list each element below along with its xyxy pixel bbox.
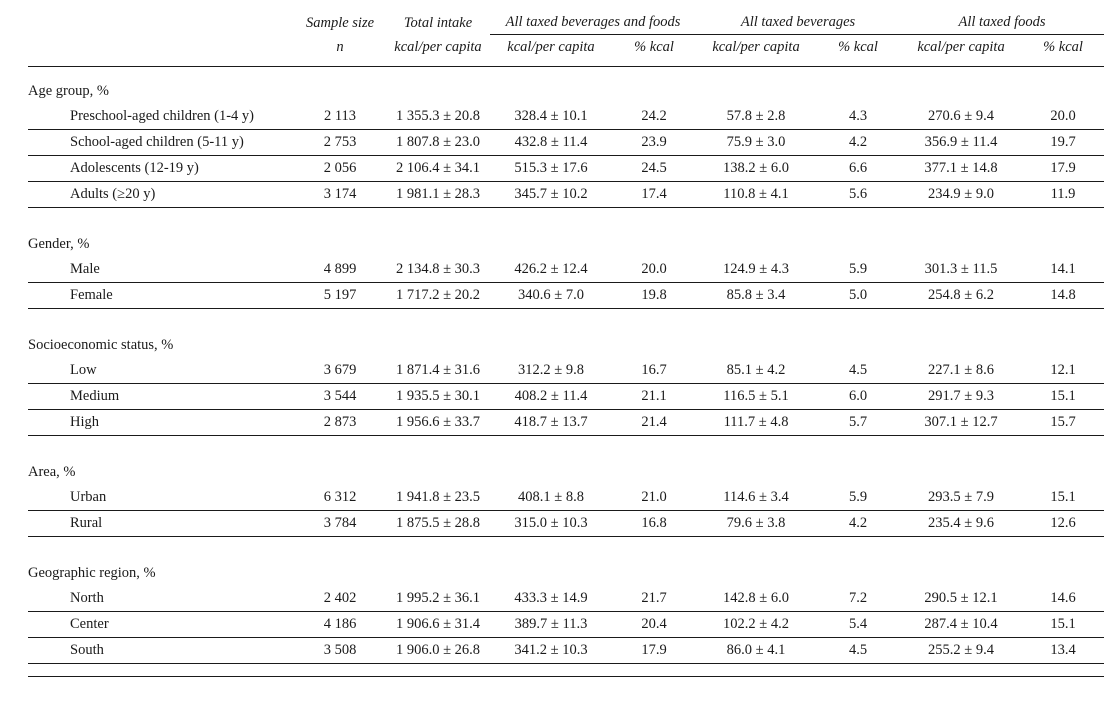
cell-total-intake: 1 981.1 ± 28.3 xyxy=(386,182,490,208)
section-header-empty-cell xyxy=(490,321,612,358)
table-row xyxy=(28,638,1104,664)
row-label: Adolescents (12-19 y) xyxy=(28,156,294,182)
cell-n: 6 312 xyxy=(294,485,386,511)
cell-bf-kcal: 426.2 ± 12.4 xyxy=(490,257,612,283)
header-subrow xyxy=(28,35,1104,67)
cell-bf-pct: 21.1 xyxy=(612,384,696,410)
section-title: Geographic region, % xyxy=(28,565,156,581)
table-row xyxy=(28,410,1104,436)
table-row xyxy=(28,358,1104,384)
section-header-empty-cell xyxy=(696,448,816,485)
cell-n: 2 402 xyxy=(294,586,386,612)
cell-bev-kcal: 75.9 ± 3.0 xyxy=(696,130,816,156)
cell-bf-kcal: 515.3 ± 17.6 xyxy=(490,156,612,182)
row-label: Medium xyxy=(28,384,294,410)
cell-food-kcal: 287.4 ± 10.4 xyxy=(900,612,1022,638)
cell-total-intake: 1 906.0 ± 26.8 xyxy=(386,638,490,664)
cell-bev-kcal: 110.8 ± 4.1 xyxy=(696,182,816,208)
cell-total-intake: 1 906.6 ± 31.4 xyxy=(386,612,490,638)
cell-total-intake: 1 875.5 ± 28.8 xyxy=(386,511,490,537)
cell-total-intake: 1 956.6 ± 33.7 xyxy=(386,410,490,436)
cell-total-intake: 1 717.2 ± 20.2 xyxy=(386,283,490,309)
cell-food-pct: 12.6 xyxy=(1022,511,1104,537)
cell-bf-kcal: 408.1 ± 8.8 xyxy=(490,485,612,511)
section-header-empty-cell xyxy=(294,321,386,358)
cell-food-pct: 12.1 xyxy=(1022,358,1104,384)
row-label: Rural xyxy=(28,511,294,537)
cell-food-pct: 15.1 xyxy=(1022,384,1104,410)
table-row xyxy=(28,384,1104,410)
cell-n: 3 784 xyxy=(294,511,386,537)
cell-food-kcal: 301.3 ± 11.5 xyxy=(900,257,1022,283)
table-row xyxy=(28,612,1104,638)
row-label: Male xyxy=(28,257,294,283)
row-label: North xyxy=(28,586,294,612)
cell-bf-pct: 16.8 xyxy=(612,511,696,537)
subheader-bf-pct: % kcal xyxy=(634,39,674,55)
cell-bev-pct: 4.5 xyxy=(816,638,900,664)
cell-bev-kcal: 116.5 ± 5.1 xyxy=(696,384,816,410)
cell-food-pct: 19.7 xyxy=(1022,130,1104,156)
cell-bf-pct: 24.2 xyxy=(612,104,696,130)
cell-bf-pct: 21.7 xyxy=(612,586,696,612)
header-group-all-taxed-beverages-and-foods: All taxed beverages and foods xyxy=(490,8,696,35)
section-header-empty-cell xyxy=(696,321,816,358)
row-label: School-aged children (5-11 y) xyxy=(28,130,294,156)
section-header-empty-cell xyxy=(612,220,696,257)
table-row xyxy=(28,485,1104,511)
section-header-empty-cell xyxy=(816,67,900,105)
section-header-empty-cell xyxy=(490,67,612,105)
section-header-empty-cell xyxy=(816,220,900,257)
cell-bf-kcal: 389.7 ± 11.3 xyxy=(490,612,612,638)
table-row xyxy=(28,156,1104,182)
cell-bf-pct: 20.0 xyxy=(612,257,696,283)
section-header-empty-cell xyxy=(1022,67,1104,105)
section-title: Area, % xyxy=(28,464,76,480)
row-label: Center xyxy=(28,612,294,638)
subheader-food-kcal: kcal/per capita xyxy=(917,39,1005,55)
section-header-empty-cell xyxy=(900,67,1022,105)
section-header-empty-cell xyxy=(1022,220,1104,257)
cell-bev-kcal: 86.0 ± 4.1 xyxy=(696,638,816,664)
cell-total-intake: 2 134.8 ± 30.3 xyxy=(386,257,490,283)
cell-food-kcal: 356.9 ± 11.4 xyxy=(900,130,1022,156)
section-title: Socioeconomic status, % xyxy=(28,337,174,353)
cell-bev-pct: 6.6 xyxy=(816,156,900,182)
cell-bev-kcal: 111.7 ± 4.8 xyxy=(696,410,816,436)
cell-n: 4 186 xyxy=(294,612,386,638)
section-header-empty-cell xyxy=(612,67,696,105)
section-header-empty-cell xyxy=(696,549,816,586)
table-row xyxy=(28,586,1104,612)
section-header-empty-cell xyxy=(294,67,386,105)
cell-food-kcal: 270.6 ± 9.4 xyxy=(900,104,1022,130)
cell-food-kcal: 227.1 ± 8.6 xyxy=(900,358,1022,384)
section-header-row xyxy=(28,321,1104,358)
cell-food-pct: 14.1 xyxy=(1022,257,1104,283)
cell-bev-pct: 5.9 xyxy=(816,485,900,511)
section-header-empty-cell xyxy=(900,321,1022,358)
subheader-n: n xyxy=(336,39,344,55)
table-row xyxy=(28,104,1104,130)
row-label: Urban xyxy=(28,485,294,511)
cell-bev-kcal: 85.8 ± 3.4 xyxy=(696,283,816,309)
header-group-sample-size: Sample size xyxy=(305,14,375,31)
cell-n: 2 873 xyxy=(294,410,386,436)
section-header-empty-cell xyxy=(612,549,696,586)
cell-food-pct: 17.9 xyxy=(1022,156,1104,182)
section-header-empty-cell xyxy=(612,448,696,485)
cell-bev-kcal: 57.8 ± 2.8 xyxy=(696,104,816,130)
section-spacer xyxy=(28,309,1104,322)
row-label: Female xyxy=(28,283,294,309)
section-header-empty-cell xyxy=(816,321,900,358)
cell-food-kcal: 234.9 ± 9.0 xyxy=(900,182,1022,208)
section-header-empty-cell xyxy=(490,448,612,485)
cell-bev-kcal: 85.1 ± 4.2 xyxy=(696,358,816,384)
cell-food-pct: 15.1 xyxy=(1022,485,1104,511)
cell-bev-kcal: 138.2 ± 6.0 xyxy=(696,156,816,182)
table-row xyxy=(28,182,1104,208)
section-header-empty-cell xyxy=(612,321,696,358)
cell-food-kcal: 255.2 ± 9.4 xyxy=(900,638,1022,664)
section-header-empty-cell xyxy=(900,448,1022,485)
cell-food-kcal: 254.8 ± 6.2 xyxy=(900,283,1022,309)
cell-bev-kcal: 79.6 ± 3.8 xyxy=(696,511,816,537)
cell-food-kcal: 293.5 ± 7.9 xyxy=(900,485,1022,511)
cell-bf-pct: 21.4 xyxy=(612,410,696,436)
cell-bev-kcal: 124.9 ± 4.3 xyxy=(696,257,816,283)
header-group-blank xyxy=(28,8,294,35)
section-header-empty-cell xyxy=(490,220,612,257)
cell-bf-pct: 20.4 xyxy=(612,612,696,638)
cell-food-pct: 20.0 xyxy=(1022,104,1104,130)
cell-n: 4 899 xyxy=(294,257,386,283)
section-header-empty-cell xyxy=(900,549,1022,586)
cell-bf-kcal: 345.7 ± 10.2 xyxy=(490,182,612,208)
row-label: Low xyxy=(28,358,294,384)
section-spacer xyxy=(28,208,1104,221)
cell-bev-pct: 7.2 xyxy=(816,586,900,612)
header-group-total-intake: Total intake xyxy=(403,14,473,31)
cell-bf-kcal: 418.7 ± 13.7 xyxy=(490,410,612,436)
section-header-row xyxy=(28,448,1104,485)
cell-bf-kcal: 340.6 ± 7.0 xyxy=(490,283,612,309)
table-row xyxy=(28,130,1104,156)
subheader-blank xyxy=(28,35,294,67)
table-body xyxy=(28,67,1104,678)
cell-bf-pct: 21.0 xyxy=(612,485,696,511)
cell-bf-kcal: 341.2 ± 10.3 xyxy=(490,638,612,664)
cell-total-intake: 1 935.5 ± 30.1 xyxy=(386,384,490,410)
header-group-row xyxy=(28,8,1104,35)
section-header-row xyxy=(28,220,1104,257)
section-header-row xyxy=(28,549,1104,586)
section-header-empty-cell xyxy=(816,549,900,586)
cell-bev-kcal: 102.2 ± 4.2 xyxy=(696,612,816,638)
section-header-empty-cell xyxy=(1022,321,1104,358)
table-bottom-rule xyxy=(28,677,1104,678)
cell-food-kcal: 235.4 ± 9.6 xyxy=(900,511,1022,537)
cell-bev-pct: 4.3 xyxy=(816,104,900,130)
cell-food-pct: 14.6 xyxy=(1022,586,1104,612)
section-header-empty-cell xyxy=(900,220,1022,257)
cell-bf-kcal: 312.2 ± 9.8 xyxy=(490,358,612,384)
section-header-empty-cell xyxy=(294,220,386,257)
subheader-bev-pct: % kcal xyxy=(838,39,878,55)
section-header-empty-cell xyxy=(816,448,900,485)
cell-total-intake: 1 995.2 ± 36.1 xyxy=(386,586,490,612)
table-row xyxy=(28,511,1104,537)
row-label: South xyxy=(28,638,294,664)
cell-bf-pct: 24.5 xyxy=(612,156,696,182)
section-header-empty-cell xyxy=(294,549,386,586)
cell-food-pct: 15.7 xyxy=(1022,410,1104,436)
cell-bf-kcal: 408.2 ± 11.4 xyxy=(490,384,612,410)
nutrition-intake-table xyxy=(28,8,1104,677)
row-label: Adults (≥20 y) xyxy=(28,182,294,208)
cell-total-intake: 2 106.4 ± 34.1 xyxy=(386,156,490,182)
cell-bev-kcal: 142.8 ± 6.0 xyxy=(696,586,816,612)
cell-bev-pct: 5.4 xyxy=(816,612,900,638)
cell-bev-kcal: 114.6 ± 3.4 xyxy=(696,485,816,511)
cell-bf-pct: 16.7 xyxy=(612,358,696,384)
table-row xyxy=(28,283,1104,309)
cell-bev-pct: 4.2 xyxy=(816,130,900,156)
cell-food-kcal: 290.5 ± 12.1 xyxy=(900,586,1022,612)
cell-bev-pct: 5.0 xyxy=(816,283,900,309)
row-label: High xyxy=(28,410,294,436)
subheader-food-pct: % kcal xyxy=(1043,39,1083,55)
cell-bf-pct: 17.9 xyxy=(612,638,696,664)
cell-bf-pct: 17.4 xyxy=(612,182,696,208)
cell-bev-pct: 4.2 xyxy=(816,511,900,537)
section-header-empty-cell xyxy=(1022,549,1104,586)
section-header-empty-cell xyxy=(386,321,490,358)
cell-n: 5 197 xyxy=(294,283,386,309)
cell-n: 3 544 xyxy=(294,384,386,410)
section-spacer xyxy=(28,436,1104,449)
subheader-bf-kcal: kcal/per capita xyxy=(507,39,595,55)
section-header-empty-cell xyxy=(386,549,490,586)
cell-n: 2 113 xyxy=(294,104,386,130)
section-spacer xyxy=(28,537,1104,550)
table-header xyxy=(28,8,1104,67)
section-header-empty-cell xyxy=(386,220,490,257)
section-header-empty-cell xyxy=(696,67,816,105)
cell-bev-pct: 5.6 xyxy=(816,182,900,208)
cell-total-intake: 1 807.8 ± 23.0 xyxy=(386,130,490,156)
section-header-empty-cell xyxy=(1022,448,1104,485)
cell-food-pct: 13.4 xyxy=(1022,638,1104,664)
cell-n: 2 056 xyxy=(294,156,386,182)
cell-total-intake: 1 871.4 ± 31.6 xyxy=(386,358,490,384)
subheader-total-kcal: kcal/per capita xyxy=(394,39,482,55)
cell-bf-kcal: 433.3 ± 14.9 xyxy=(490,586,612,612)
cell-n: 3 679 xyxy=(294,358,386,384)
cell-food-pct: 14.8 xyxy=(1022,283,1104,309)
cell-bf-kcal: 432.8 ± 11.4 xyxy=(490,130,612,156)
cell-n: 3 174 xyxy=(294,182,386,208)
section-header-row xyxy=(28,67,1104,105)
section-header-empty-cell xyxy=(386,67,490,105)
table-end-spacer xyxy=(28,664,1104,677)
cell-bf-kcal: 328.4 ± 10.1 xyxy=(490,104,612,130)
cell-bev-pct: 4.5 xyxy=(816,358,900,384)
cell-n: 2 753 xyxy=(294,130,386,156)
section-title: Age group, % xyxy=(28,83,109,99)
header-group-all-taxed-foods: All taxed foods xyxy=(900,8,1104,35)
cell-food-kcal: 307.1 ± 12.7 xyxy=(900,410,1022,436)
cell-food-kcal: 291.7 ± 9.3 xyxy=(900,384,1022,410)
section-header-empty-cell xyxy=(386,448,490,485)
section-header-empty-cell xyxy=(490,549,612,586)
subheader-bev-kcal: kcal/per capita xyxy=(712,39,800,55)
cell-bev-pct: 5.9 xyxy=(816,257,900,283)
cell-bf-kcal: 315.0 ± 10.3 xyxy=(490,511,612,537)
cell-total-intake: 1 355.3 ± 20.8 xyxy=(386,104,490,130)
header-group-all-taxed-beverages: All taxed beverages xyxy=(696,8,900,35)
cell-n: 3 508 xyxy=(294,638,386,664)
row-label: Preschool-aged children (1-4 y) xyxy=(28,104,294,130)
section-header-empty-cell xyxy=(294,448,386,485)
table-row xyxy=(28,257,1104,283)
cell-bev-pct: 5.7 xyxy=(816,410,900,436)
cell-bf-pct: 23.9 xyxy=(612,130,696,156)
cell-total-intake: 1 941.8 ± 23.5 xyxy=(386,485,490,511)
section-title: Gender, % xyxy=(28,236,90,252)
section-header-empty-cell xyxy=(696,220,816,257)
cell-bev-pct: 6.0 xyxy=(816,384,900,410)
cell-food-kcal: 377.1 ± 14.8 xyxy=(900,156,1022,182)
cell-food-pct: 11.9 xyxy=(1022,182,1104,208)
cell-bf-pct: 19.8 xyxy=(612,283,696,309)
cell-food-pct: 15.1 xyxy=(1022,612,1104,638)
